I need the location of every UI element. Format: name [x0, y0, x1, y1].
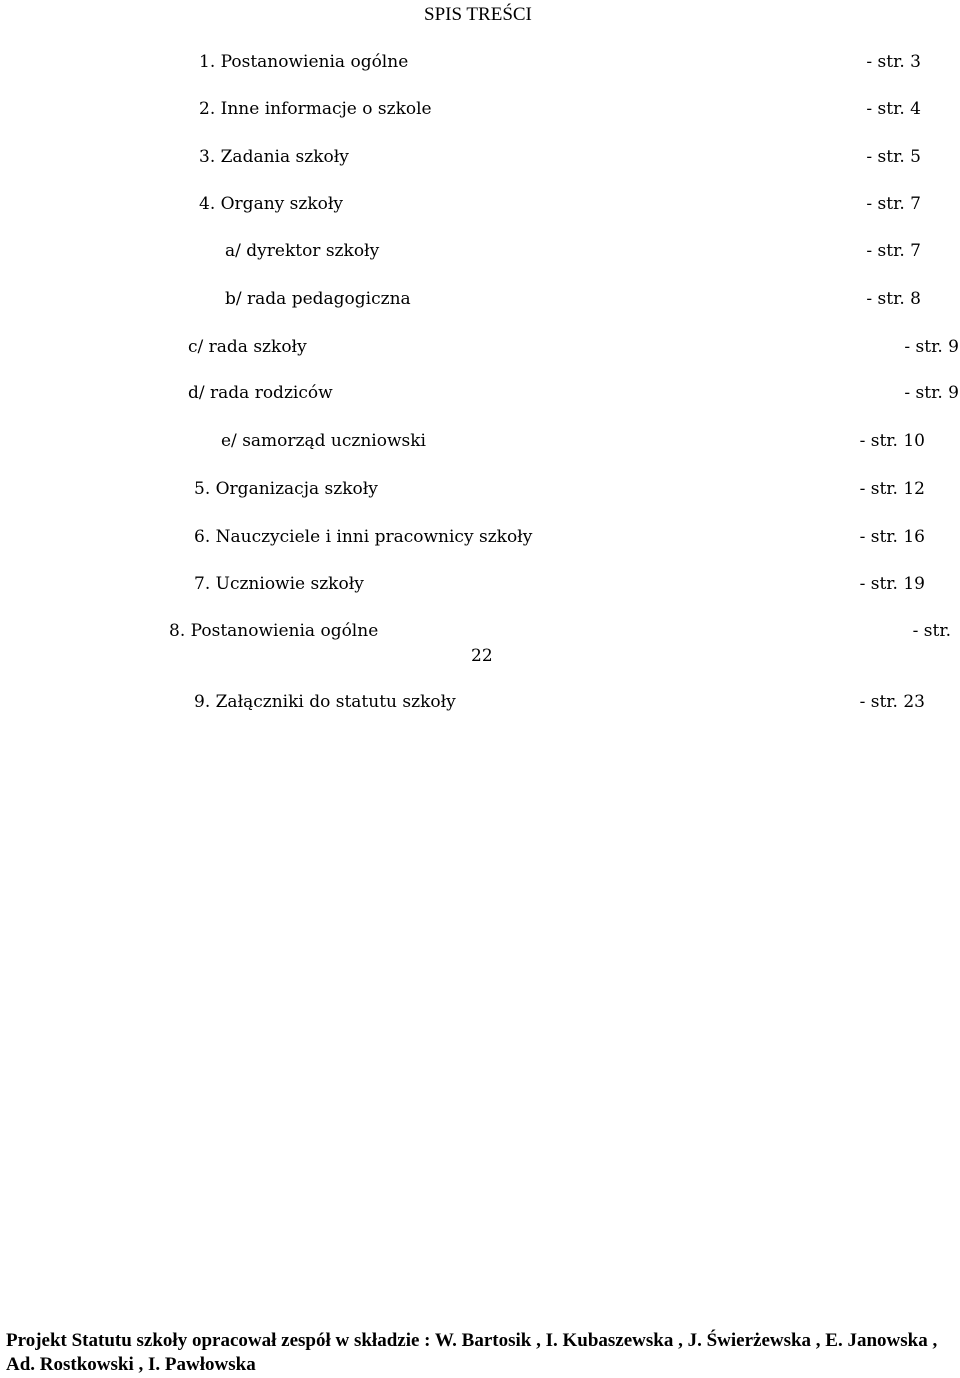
- toc-entry: [188, 380, 959, 406]
- toc-entry-page: - str. 9: [904, 337, 959, 357]
- toc-entry-page: - str. 7: [866, 194, 921, 214]
- toc-entry: [199, 191, 921, 217]
- toc-entry-page: - str. 8: [866, 289, 921, 309]
- toc-entry-label: 5. Organizacja szkoły: [194, 479, 378, 499]
- toc-entry-label: 8. Postanowienia ogólne: [169, 621, 379, 641]
- toc-entry: [199, 144, 921, 170]
- toc-entry-page: - str.: [912, 621, 951, 641]
- toc-entry: [194, 476, 925, 502]
- toc-entry-label: 9. Załączniki do statutu szkoły: [194, 692, 456, 712]
- toc-entry-label: b/ rada pedagogiczna: [225, 289, 411, 309]
- toc-entry-page: - str. 10: [859, 431, 925, 451]
- toc-entry: [221, 428, 925, 454]
- toc-entry: [169, 618, 951, 644]
- toc-entry: [194, 689, 925, 715]
- toc-entry-label: c/ rada szkoły: [188, 337, 307, 357]
- toc-entry-label: d/ rada rodziców: [188, 383, 333, 403]
- toc-entry: [188, 334, 959, 360]
- toc-entry-page: - str. 7: [866, 241, 921, 261]
- toc-entry-page-continued: 22: [471, 646, 493, 666]
- page-footer: Projekt Statutu szkoły opracował zespół w składzie : W. Bartosik , I. Kubaszewska , J. Świerżewska , E. Janowska , Ad. Rostkowski , I. Pawłowska: [6, 1330, 938, 1375]
- toc-entry-label: e/ samorząd uczniowski: [221, 431, 426, 451]
- toc-entry-label: 2. Inne informacje o szkole: [199, 99, 432, 119]
- toc-entry-label: 1. Postanowienia ogólne: [199, 52, 409, 72]
- toc-entry-page: - str. 19: [859, 574, 925, 594]
- toc-entry: [225, 286, 921, 312]
- toc-entry-label: 3. Zadania szkoły: [199, 147, 349, 167]
- toc-entry: [199, 96, 921, 122]
- toc-entry: [225, 238, 921, 264]
- toc-entry-page: - str. 16: [859, 527, 925, 547]
- toc-entry-page: - str. 3: [866, 52, 921, 72]
- toc-entry-label: a/ dyrektor szkoły: [225, 241, 380, 261]
- toc-entry: [194, 524, 925, 550]
- toc-title: SPIS TREŚCI: [424, 4, 532, 25]
- toc-entry-page: - str. 4: [866, 99, 921, 119]
- toc-entry-label: 6. Nauczyciele i inni pracownicy szkoły: [194, 527, 533, 547]
- toc-entry-page: - str. 23: [859, 692, 925, 712]
- toc-entry-label: 7. Uczniowie szkoły: [194, 574, 364, 594]
- toc-entry-page: - str. 5: [866, 147, 921, 167]
- toc-entry: [194, 571, 925, 597]
- toc-entry-page: - str. 12: [859, 479, 925, 499]
- toc-entry-page: - str. 9: [904, 383, 959, 403]
- toc-entry: [199, 49, 921, 75]
- toc-entry-label: 4. Organy szkoły: [199, 194, 343, 214]
